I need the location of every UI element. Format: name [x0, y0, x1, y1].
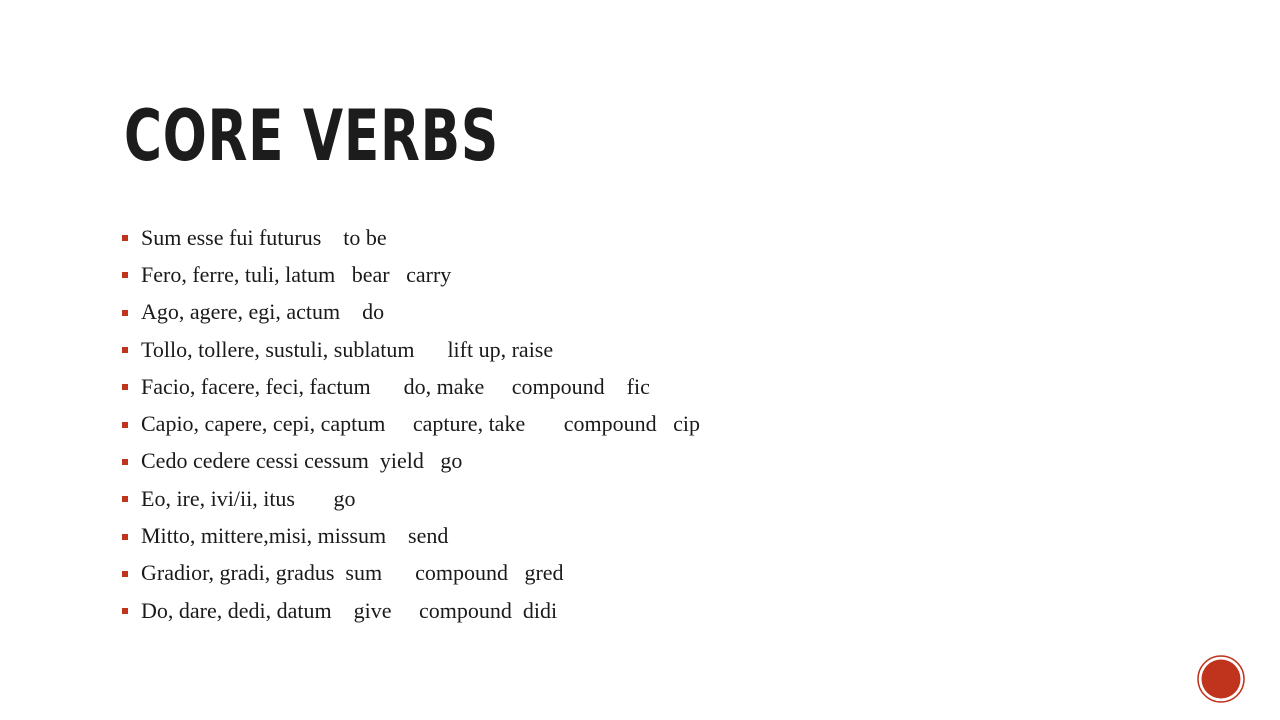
- list-item: [122, 331, 700, 368]
- slide-title: CORE VERBS: [124, 95, 499, 177]
- list-item: [122, 368, 700, 405]
- bullet-text: Ago, agere, egi, actum do: [141, 299, 385, 325]
- bullet-text: Gradior, gradi, gradus sum compound gred: [141, 560, 564, 586]
- square-bullet-icon: [122, 571, 128, 577]
- list-item: [122, 219, 700, 256]
- square-bullet-icon: [122, 384, 128, 390]
- list-item: [122, 443, 700, 480]
- list-item: [122, 592, 700, 629]
- bullet-text: Facio, facere, feci, factum do, make compound fic: [141, 373, 650, 399]
- bullet-list: [122, 219, 700, 629]
- list-item: [122, 480, 700, 517]
- list-item: [122, 517, 700, 554]
- bullet-text: Mitto, mittere,misi, missum send: [141, 523, 449, 549]
- square-bullet-icon: [122, 459, 128, 465]
- square-bullet-icon: [122, 310, 128, 316]
- square-bullet-icon: [122, 422, 128, 428]
- bullet-text: Eo, ire, ivi/ii, itus go: [141, 485, 356, 511]
- list-item: [122, 294, 700, 331]
- red-circle-nav-icon[interactable]: [1196, 654, 1246, 704]
- square-bullet-icon: [122, 496, 128, 502]
- bullet-text: Cedo cedere cessi cessum yield go: [141, 448, 463, 474]
- list-item: [122, 256, 700, 293]
- list-item: [122, 405, 700, 442]
- bullet-text: Do, dare, dedi, datum give compound didi: [141, 597, 558, 623]
- bullet-text: Fero, ferre, tuli, latum bear carry: [141, 261, 452, 287]
- square-bullet-icon: [122, 534, 128, 540]
- bullet-text: Capio, capere, cepi, captum capture, take compound cip: [141, 411, 700, 437]
- square-bullet-icon: [122, 347, 128, 353]
- top-border: [0, 0, 1280, 16]
- list-item: [122, 555, 700, 592]
- square-bullet-icon: [122, 608, 128, 614]
- bullet-text: Sum esse fui futurus to be: [141, 224, 387, 250]
- square-bullet-icon: [122, 235, 128, 241]
- square-bullet-icon: [122, 272, 128, 278]
- bullet-text: Tollo, tollere, sustuli, sublatum lift up, raise: [141, 336, 554, 362]
